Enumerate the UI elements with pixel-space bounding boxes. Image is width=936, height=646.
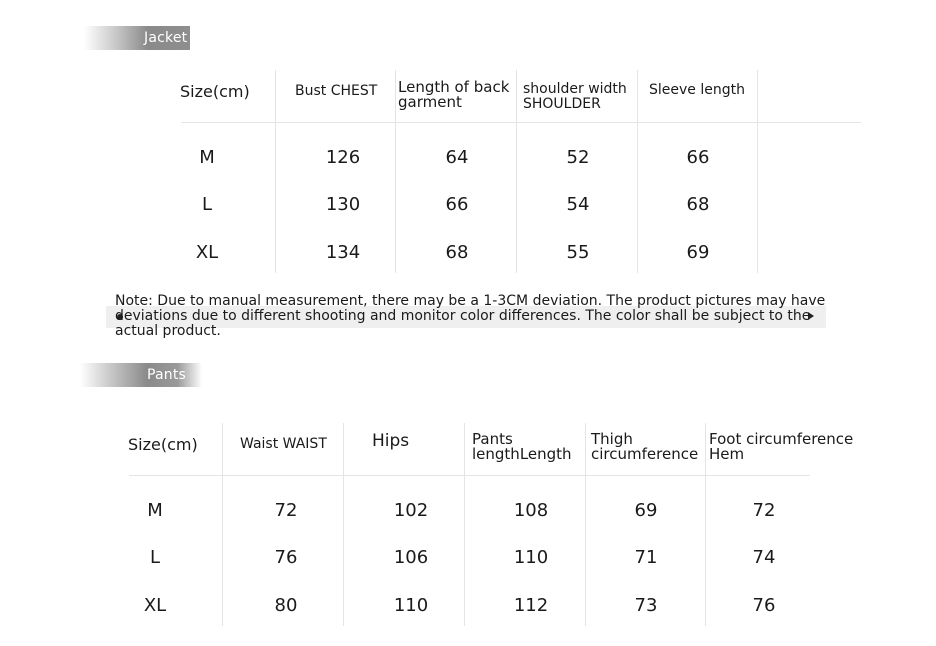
table-cell: 66: [445, 194, 469, 215]
column-divider: [222, 423, 223, 626]
header-back-length: Length of back garment: [398, 78, 510, 111]
table-cell: 55: [566, 242, 590, 263]
table-row-size: L: [149, 547, 161, 568]
header-shoulder: shoulder width SHOULDER: [523, 81, 627, 112]
header-divider: [181, 122, 861, 123]
table-cell: 110: [513, 547, 549, 568]
header-divider: [129, 475, 810, 476]
table-cell: 108: [513, 500, 549, 521]
table-cell: 76: [274, 547, 298, 568]
column-divider: [637, 70, 638, 273]
table-cell: 102: [393, 500, 429, 521]
measurement-note: [115, 294, 827, 339]
pants-section-tag: [80, 363, 202, 387]
table-cell: 64: [445, 147, 469, 168]
column-divider: [757, 70, 758, 273]
column-divider: [275, 70, 276, 273]
header-sleeve: Sleeve length: [649, 82, 745, 98]
table-cell: 76: [752, 595, 776, 616]
header-size: Size(cm): [180, 82, 250, 101]
table-cell: 126: [325, 147, 361, 168]
header-hips: Hips: [372, 431, 410, 451]
header-bust: Bust CHEST: [295, 83, 378, 99]
table-cell: 112: [513, 595, 549, 616]
note-text: Note: Due to manual measurement, there may be a 1-3CM deviation. The product pictures may have deviations due to different shooting and monitor color differences. The color shall be subject to the actual product.: [115, 293, 826, 339]
table-cell: 68: [445, 242, 469, 263]
table-row-size: M: [147, 500, 163, 521]
table-cell: 54: [566, 194, 590, 215]
header-size: Size(cm): [128, 435, 198, 454]
table-cell: 69: [634, 500, 658, 521]
pants-tag-label: Pants: [147, 367, 187, 383]
column-divider: [516, 70, 517, 273]
table-cell: 52: [566, 147, 590, 168]
jacket-section-tag: [84, 26, 190, 50]
table-cell: 106: [393, 547, 429, 568]
table-cell: 130: [325, 194, 361, 215]
header-foot: Foot circumference Hem: [709, 430, 854, 463]
column-divider: [395, 70, 396, 273]
table-cell: 66: [686, 147, 710, 168]
header-pants-length: Pants lengthLength: [472, 430, 572, 463]
table-row-size: M: [199, 147, 215, 168]
table-row-size: L: [201, 194, 213, 215]
table-cell: 72: [752, 500, 776, 521]
header-thigh: Thigh circumference: [591, 430, 699, 463]
table-cell: 110: [393, 595, 429, 616]
column-divider: [464, 423, 465, 626]
jacket-tag-label: Jacket: [144, 30, 188, 46]
table-cell: 69: [686, 242, 710, 263]
header-waist: Waist WAIST: [240, 436, 327, 452]
table-cell: 72: [274, 500, 298, 521]
table-row-size: XL: [195, 242, 219, 263]
column-divider: [343, 423, 344, 626]
table-cell: 80: [274, 595, 298, 616]
table-cell: 73: [634, 595, 658, 616]
table-row-size: XL: [143, 595, 167, 616]
table-cell: 134: [325, 242, 361, 263]
table-cell: 74: [752, 547, 776, 568]
column-divider: [585, 423, 586, 626]
column-divider: [705, 423, 706, 626]
table-cell: 68: [686, 194, 710, 215]
table-cell: 71: [634, 547, 658, 568]
